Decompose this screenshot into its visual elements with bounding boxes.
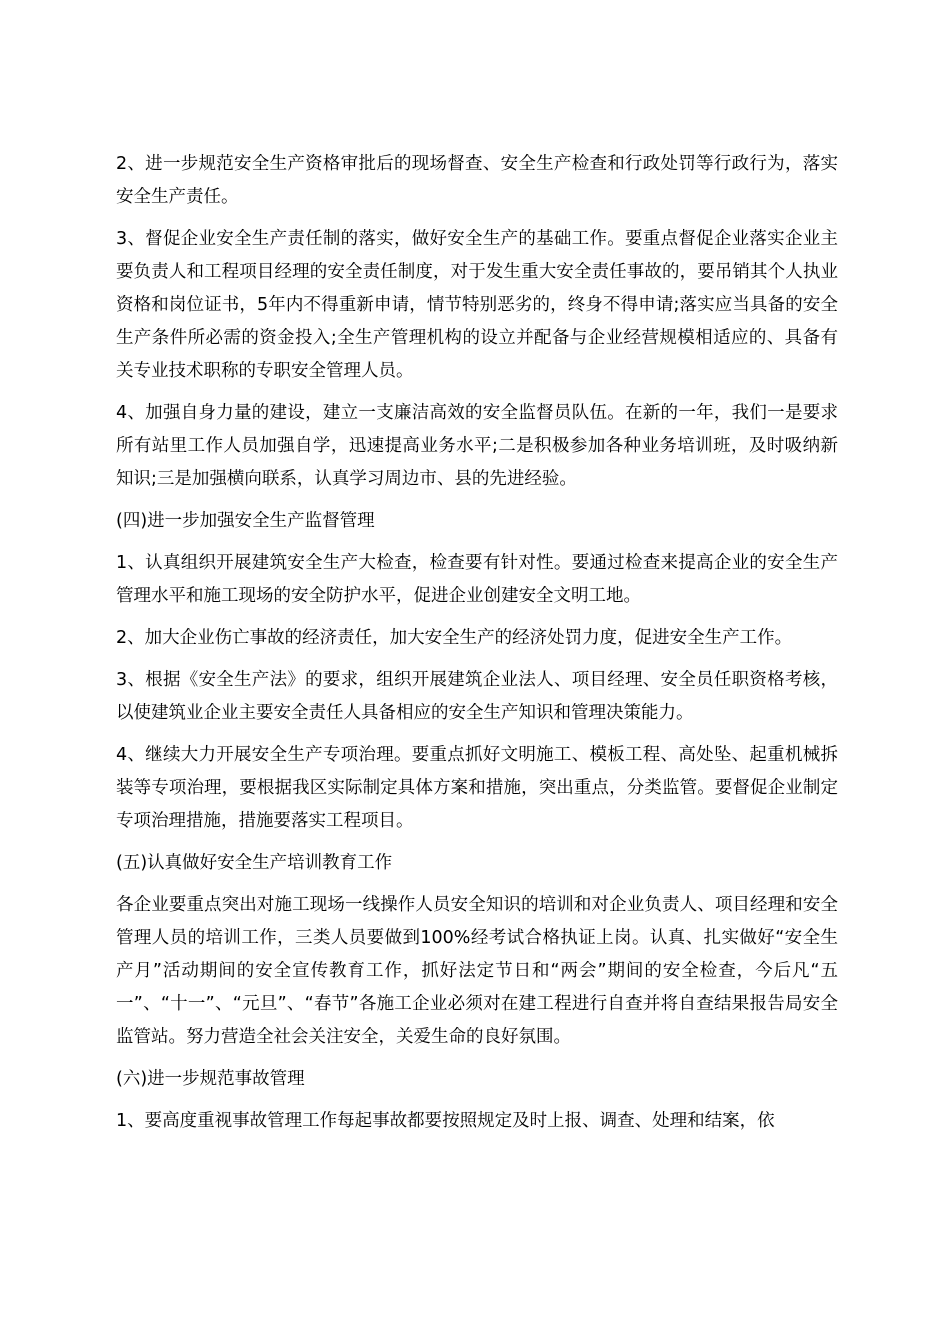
paragraph-training-education-body: 各企业要重点突出对施工现场一线操作人员安全知识的培训和对企业负责人、项目经理和安全管理人员的培训工作，三类人员要做到100%经考试合格执证上岗。认真、扎实做好“安全生产月”活动期间的安全宣传教育工作，抓好法定节日和“两会”期间的安全检查，今后凡“五一”、“十一”、“元旦”、“春节”各施工企业必须对在建工程进行自查并将自查结果报告局安全监管站。努力营造全社会关注安全，关爱生命的良好氛围。 xyxy=(116,895,838,1047)
paragraph-item-1-safety-inspection: 1、认真组织开展建筑安全生产大检查，检查要有针对性。要通过检查来提高企业的安全生产管理水平和施工现场的安全防护水平，促进企业创建安全文明工地。 xyxy=(116,553,838,606)
paragraph-item-3-responsibility-system: 3、督促企业安全生产责任制的落实，做好安全生产的基础工作。要重点督促企业落实企业主要负责人和工程项目经理的安全责任制度，对于发生重大安全责任事故的，要吊销其个人执业资格和岗位证书，5年内不得重新申请，情节特别恶劣的，终身不得申请;落实应当具备的安全生产条件所必需的资金投入;全生产管理机构的设立并配备与企业经营规模相适应的、具备有关专业技术职称的专职安全管理人员。 xyxy=(116,229,838,381)
document-body xyxy=(116,148,838,1147)
paragraph-item-1-accident-handling: 1、要高度重视事故管理工作每起事故都要按照规定及时上报、调查、处理和结案，依 xyxy=(116,1111,775,1131)
paragraph-item-4-special-governance: 4、继续大力开展安全生产专项治理。要重点抓好文明施工、模板工程、高处坠、起重机械拆装等专项治理，要根据我区实际制定具体方案和措施，突出重点，分类监管。要督促企业制定专项治理措施，措施要落实工程项目。 xyxy=(116,745,838,831)
paragraph-item-4-team-building: 4、加强自身力量的建设，建立一支廉洁高效的安全监督员队伍。在新的一年，我们一是要求所有站里工作人员加强自学，迅速提高业务水平;二是积极参加各种业务培训班，及时吸纳新知识;三是加强横向联系，认真学习周边市、县的先进经验。 xyxy=(116,403,838,489)
section-heading-accident-management: (六)进一步规范事故管理 xyxy=(116,1069,305,1089)
paragraph-item-3-qualification-assessment: 3、根据《安全生产法》的要求，组织开展建筑企业法人、项目经理、安全员任职资格考核，以使建筑业企业主要安全责任人具备相应的安全生产知识和管理决策能力。 xyxy=(116,670,838,723)
paragraph-item-2-economic-liability: 2、加大企业伤亡事故的经济责任，加大安全生产的经济处罚力度，促进安全生产工作。 xyxy=(116,628,793,648)
section-heading-supervision-management: (四)进一步加强安全生产监督管理 xyxy=(116,511,375,531)
section-heading-training-education: (五)认真做好安全生产培训教育工作 xyxy=(116,853,393,873)
paragraph-item-2-qualification-supervision: 2、进一步规范安全生产资格审批后的现场督查、安全生产检查和行政处罚等行政行为，落实安全生产责任。 xyxy=(116,154,838,207)
